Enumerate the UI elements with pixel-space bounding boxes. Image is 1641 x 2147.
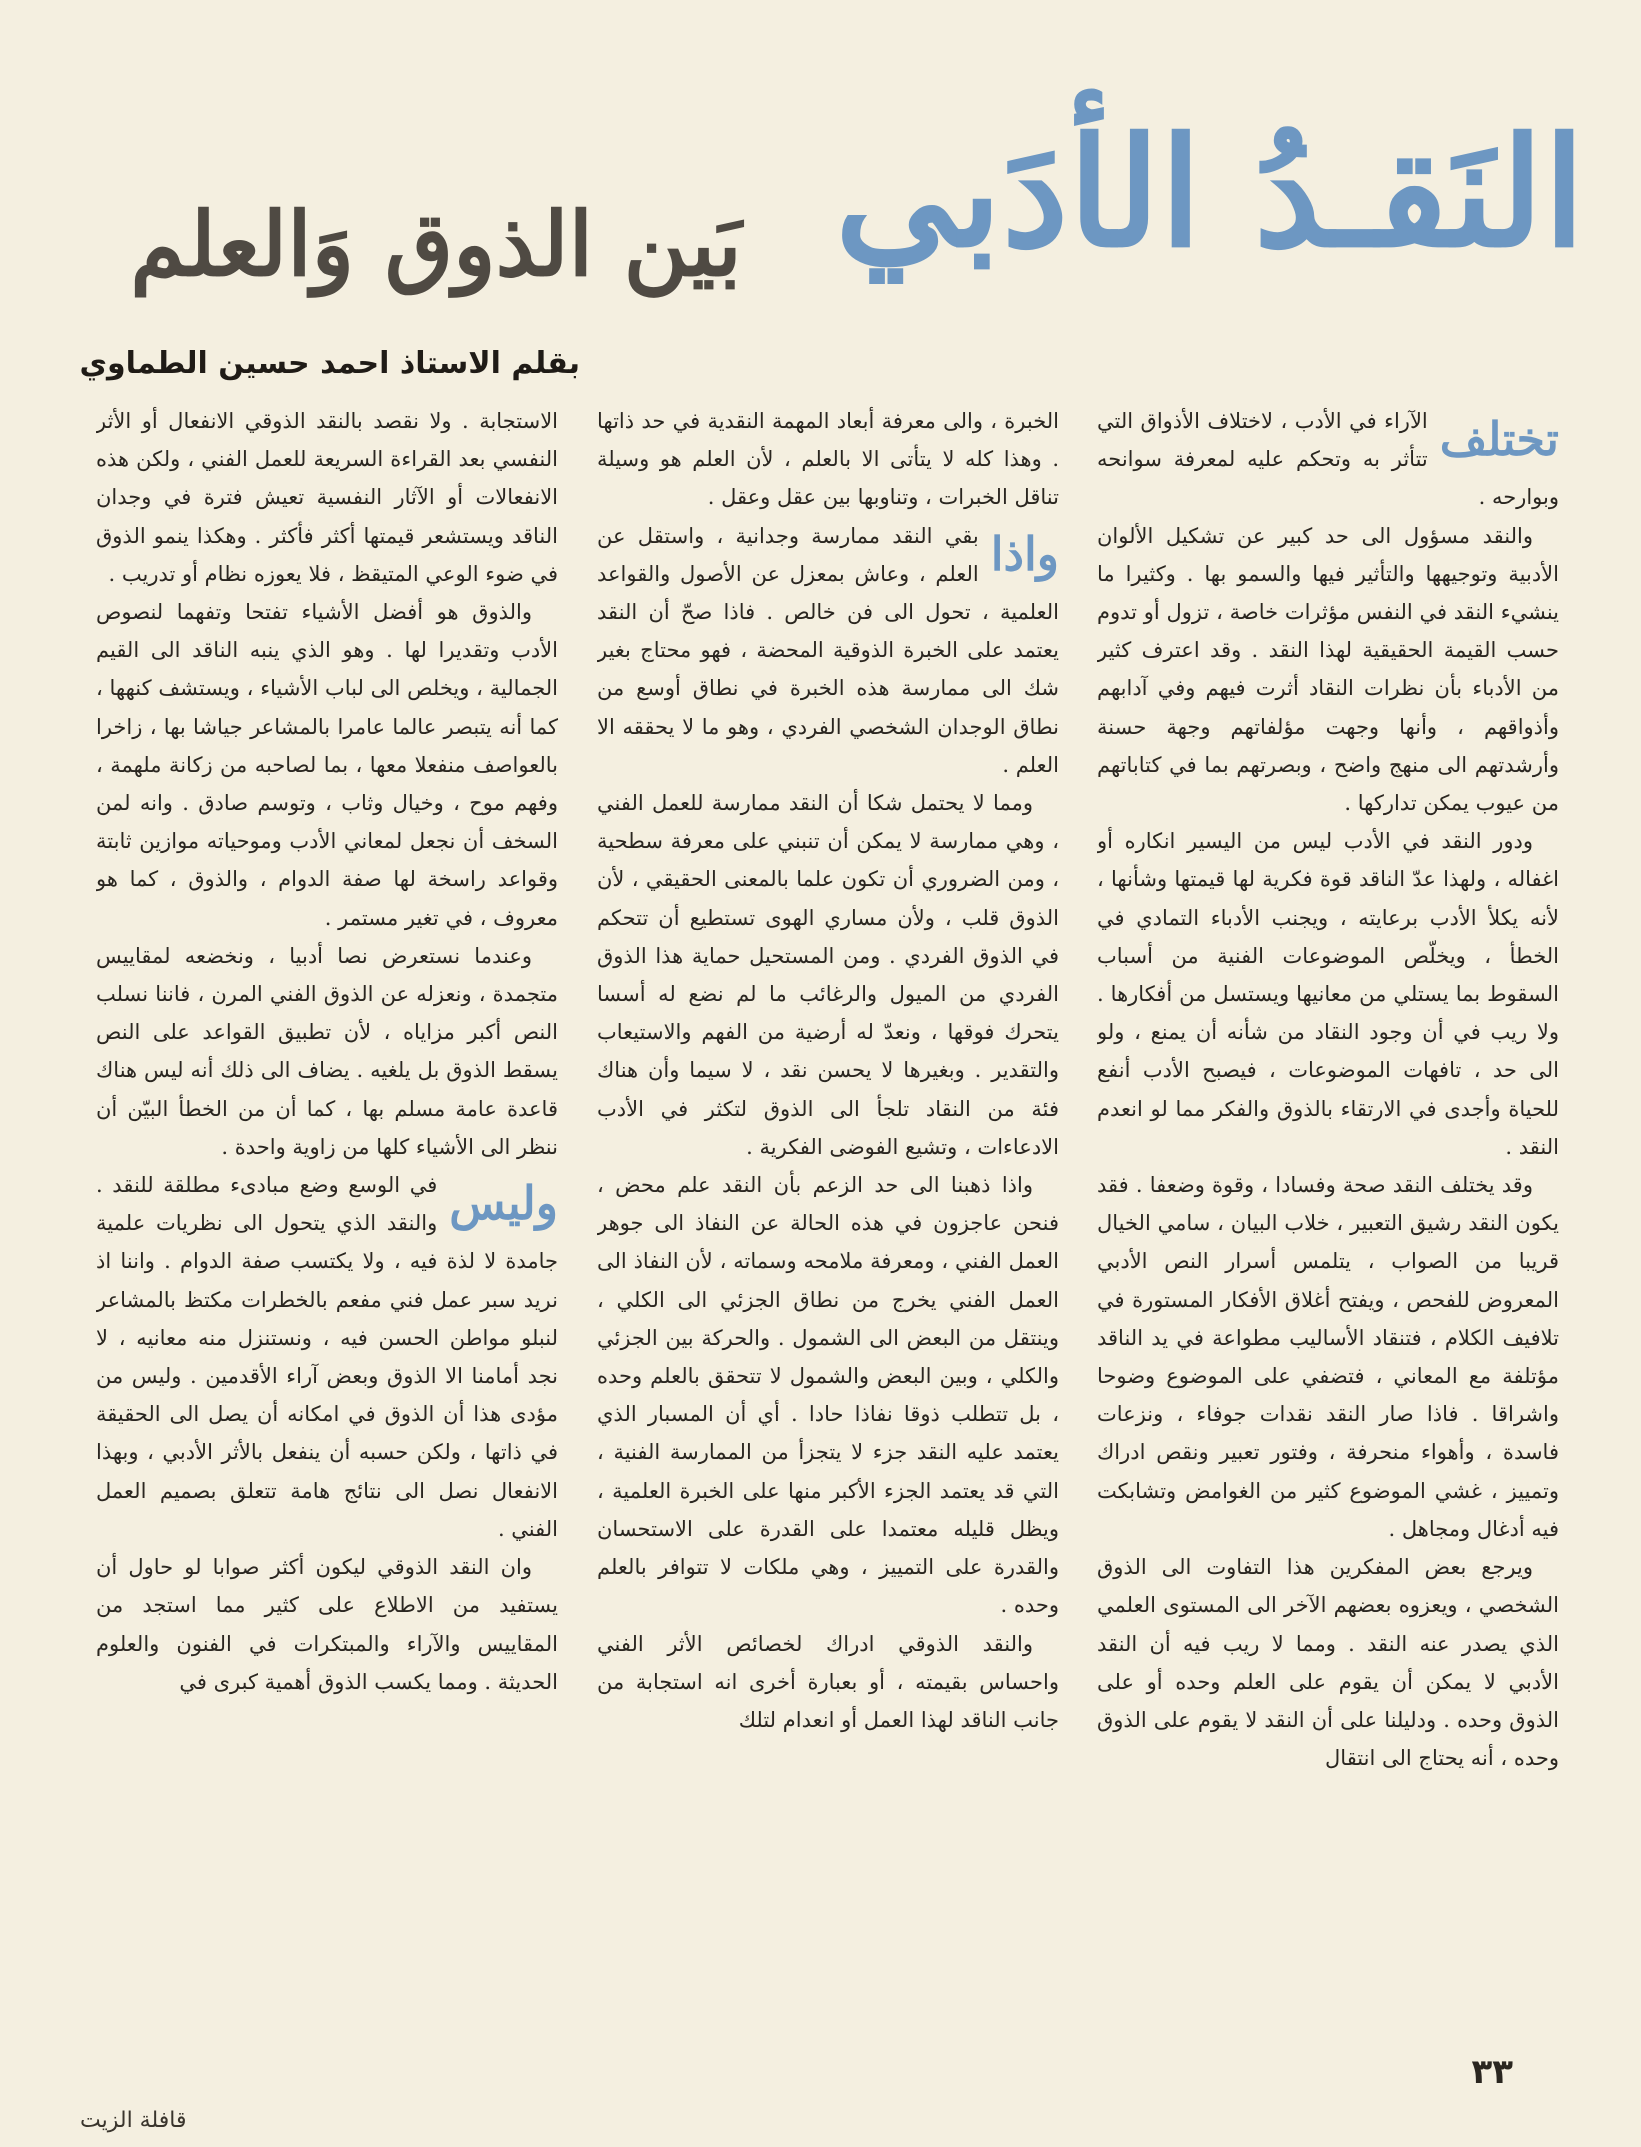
author-byline: بقلم الاستاذ احمد حسين الطماوي xyxy=(79,346,580,381)
article-column-3 xyxy=(96,402,558,2012)
paragraph-text: الآراء في الأدب ، لاختلاف الأذواق التي تتأثر به وتحكم عليه لمعرفة سوانحه وبوارحه . xyxy=(1097,409,1559,510)
paragraph: الخبرة ، والى معرفة أبعاد المهمة النقدية في حد ذاتها . وهذا كله لا يتأتى الا بالعلم ، لأن العلم هو وسيلة تناقل الخبرات ، وتناوبها بين عقل وعقل . xyxy=(597,409,1059,510)
magazine-name-footer: قافلة الزيت xyxy=(80,2108,187,2133)
paragraph: الاستجابة . ولا نقصد بالنقد الذوقي الانفعال أو الأثر النفسي بعد القراءة السريعة للعمل الفني ، ولكن هذه الانفعالات أو الآثار النفسية تعيش فترة في وجدان الناقد ويستشعر قيمتها أكثر فأكثر . وهكذا ينمو الذوق في ضوء الوعي المتيقظ ، فلا يعوزه نظام أو تدريب . xyxy=(96,409,558,586)
paragraph xyxy=(1097,402,1559,517)
paragraph: ويرجع بعض المفكرين هذا التفاوت الى الذوق الشخصي ، ويعزوه بعضهم الآخر الى المستوى العلمي الذي يصدر عنه النقد . ومما لا ريب فيه أن النقد الأدبي لا يمكن أن يقوم على العلم وحده أو على الذوق وحده . ودليلنا على أن النقد لا يقوم على الذوق وحده ، أنه يحتاج الى انتقال xyxy=(1097,1555,1559,1771)
dropcap-word: واذا xyxy=(990,526,1059,581)
page-number: ٣٣ xyxy=(1471,2052,1513,2092)
paragraph: ودور النقد في الأدب ليس من اليسير انكاره أو اغفاله ، ولهذا عدّ الناقد قوة فكرية لها قيمتها وشأنها ، لأنه يكلأ الأدب برعايته ، ويجنب الأدباء التمادي في الخطأ ، ويخلّص الموضوعات الفنية من أسباب السقوط بما يستلي من معانيها ويستسل من أفكارها . ولا ريب في أن وجود النقاد من شأنه أن يمنع ، ولو الى حد ، تافهات الموضوعات ، فيصبح الأدب أنفع للحياة وأجدى في الارتقاء بالذوق والفكر مما لو انعدم النقد . xyxy=(1097,829,1559,1159)
paragraph: وعندما نستعرض نصا أدبيا ، ونخضعه لمقاييس متجمدة ، ونعزله عن الذوق الفني المرن ، فاننا نسلب النص أكبر مزاياه ، لأن تطبيق القواعد على النص يسقط الذوق بل يلغيه . يضاف الى ذلك أنه ليس هناك قاعدة عامة مسلم بها ، كما أن من الخطأ البيّن أن ننظر الى الأشياء كلها من زاوية واحدة . xyxy=(96,943,558,1159)
paragraph xyxy=(96,1166,558,1548)
paragraph: واذا ذهبنا الى حد الزعم بأن النقد علم محض ، فنحن عاجزون في هذه الحالة عن النفاذ الى جوهر العمل الفني ، ومعرفة ملامحه وسماته ، لأن النفاذ الى العمل الفني يخرج من نطاق الجزئي الى الكلي ، وينتقل من البعض الى الشمول . والحركة بين الجزئي والكلي ، وبين البعض والشمول لا تتحقق بالعلم وحده ، بل تتطلب ذوقا نفاذا حادا . أي أن المسبار الذي يعتمد عليه النقد جزء لا يتجزأ من الممارسة الفنية ، التي قد يعتمد الجزء الأكبر منها على الخبرة العلمية ، ويظل قليله معتمدا على القدرة على الاستحسان والقدرة على التمييز ، وهي ملكات لا تتوافر بالعلم وحده . xyxy=(597,1173,1059,1618)
paragraph-text: في الوسع وضع مبادىء مطلقة للنقد . والنقد الذي يتحول الى نظريات علمية جامدة لا لذة فيه ، ولا يكتسب صفة الدوام . واننا اذ نريد سبر عمل فني مفعم بالخطرات مكتظ بالمشاعر لنبلو مواطن الحسن فيه ، ونستنزل منه معانيه ، لا نجد أمامنا الا الذوق وبعض آراء الأقدمين . وليس من مؤدى هذا أن الذوق في امكانه أن يصل الى الحقيقة في ذاتها ، ولكن حسبه أن ينفعل بالأثر الأدبي ، وبهذا الانفعال نصل الى نتائج هامة تتعلق بصميم العمل الفني . xyxy=(96,1173,558,1541)
article-title: النَقـدُ الأدَبي xyxy=(834,105,1585,281)
paragraph: والذوق هو أفضل الأشياء تفتحا وتفهما لنصوص الأدب وتقديرا لها . وهو الذي ينبه الناقد الى القيم الجمالية ، ويخلص الى لباب الأشياء ، ويستشف كنهها ، كما أنه يتبصر عالما عامرا بالمشاعر جياشا بها ، زاخرا بالعواصف منفعلا معها ، بما لصاحبه من زكانة ملهمة ، وفهم موح ، وخيال وثاب ، وتوسم صادق . وانه لمن السخف أن نجعل لمعاني الأدب وموحياته موازين ثابتة وقواعد راسخة لها صفة الدوام ، والذوق ، كما هو معروف ، في تغير مستمر . xyxy=(96,600,558,930)
paragraph xyxy=(597,517,1059,784)
article-column-1 xyxy=(1097,402,1559,2012)
paragraph-text: بقي النقد ممارسة وجدانية ، واستقل عن العلم ، وعاش بمعزل عن الأصول والقواعد العلمية ، تحول الى فن خالص . فاذا صحّ أن النقد يعتمد على الخبرة الذوقية المحضة ، فهو محتاج بغير شك الى ممارسة هذه الخبرة في نطاق أوسع من نطاق الوجدان الشخصي الفردي ، وهو ما لا يحققه الا العلم . xyxy=(597,523,1059,777)
article-subtitle: بَين الذوق وَالعلم xyxy=(130,192,742,296)
paragraph: ومما لا يحتمل شكا أن النقد ممارسة للعمل الفني ، وهي ممارسة لا يمكن أن تنبني على معرفة سطحية ، ومن الضروري أن تكون علما بالمعنى الحقيقي ، لأن الذوق قلب ، ولأن مساري الهوى تستطيع أن تتحكم في الذوق الفردي . ومن المستحيل حماية هذا الذوق الفردي من الميول والرغائب ما لم نضع له أسسا يتحرك فوقها ، ونعدّ له أرضية من الفهم والاستيعاب والتقدير . وبغيرها لا يحسن نقد ، لا سيما وأن هناك فئة من النقاد تلجأ الى الذوق لتكثر في الأدب الادعاءات ، وتشيع الفوضى الفكرية . xyxy=(597,791,1059,1159)
dropcap-word: تختلف xyxy=(1439,412,1559,466)
paragraph: والنقد الذوقي ادراك لخصائص الأثر الفني واحساس بقيمته ، أو بعبارة أخرى انه استجابة من جانب الناقد لهذا العمل أو انعدام لتلك xyxy=(597,1631,1059,1732)
paragraph: وان النقد الذوقي ليكون أكثر صوابا لو حاول أن يستفيد من الاطلاع على كثير مما استجد من المقاييس والآراء والمبتكرات في الفنون والعلوم الحديثة . ومما يكسب الذوق أهمية كبرى في xyxy=(96,1555,558,1694)
dropcap-word: وليس xyxy=(449,1176,558,1231)
paragraph: وقد يختلف النقد صحة وفسادا ، وقوة وضعفا . فقد يكون النقد رشيق التعبير ، خلاب البيان ، سامي الخيال قريبا من الصواب ، يتلمس أسرار النص الأدبي المعروض للفحص ، ويفتح أغلاق الأفكار المستورة في تلافيف الكلام ، فتنقاد الأساليب مطواعة في يد الناقد مؤتلفة مع المعاني ، فتضفي على الموضوع وضوحا واشراقا . فاذا صار النقد نقدات جوفاء ، ونزعات فاسدة ، وأهواء منحرفة ، وفتور تعبير ونقص ادراك وتمييز ، غشي الموضوع كثير من الغوامض وتشابكت فيه أدغال ومجاهل . xyxy=(1097,1173,1559,1541)
paragraph: والنقد مسؤول الى حد كبير عن تشكيل الألوان الأدبية وتوجيهها والتأثير فيها والسمو بها . وكثيرا ما ينشيء النقد في النفس مؤثرات خاصة ، تزول أو تدوم حسب القيمة الحقيقية لهذا النقد . وقد اعترف كثير من الأدباء بأن نظرات النقاد أثرت فيهم وفي آدابهم وأذواقهم ، وأنها وجهت مؤلفاتهم وجهة حسنة وأرشدتهم الى منهج واضح ، وبصرتهم بما في كتاباتهم من عيوب يمكن تداركها . xyxy=(1097,523,1559,816)
article-column-2 xyxy=(597,402,1059,2012)
